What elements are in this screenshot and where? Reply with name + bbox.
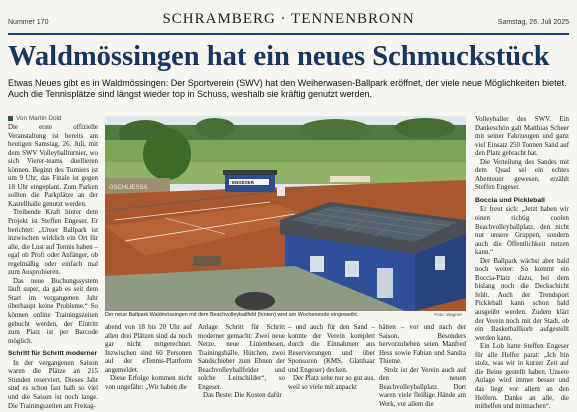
section-title: SCHRAMBERG · TENNENBRONN [162, 11, 415, 27]
paragraph: hätten – vor und nach der Saison. Besonders hervorzuheben seien Manfred Hess sowie Fabian und Sandra Thieme. [379, 324, 466, 366]
photo-credit: Foto: Wagner [434, 312, 462, 317]
beach-court-sign [330, 176, 370, 182]
header-rule [8, 33, 569, 35]
paragraph: Anlage Schritt für Schritt moderner gemacht: Zwei neue Netze, neue Linienbesen, Trainingsbälle, Hütchen, zwei Sandschieber zum Ebnen der Beachvolleyballfelder und solche Leitschilder“, so Engeser. [198, 324, 285, 391]
paragraph: Diese Erfolge kommen nicht von ungefähr: „Wir haben die [105, 375, 192, 391]
window [345, 261, 359, 277]
door [377, 268, 393, 298]
byline-author: Von Martin Dold [16, 115, 62, 122]
paragraph: Er freut sich: „Jetzt haben wir einen richtig coolen Beachvolleyballplatz, den nicht nur unsere Gruppen, sondern auch die Öffentlichkeit nutzen kann.“ [475, 206, 569, 257]
paragraph: Treibende Kraft hinter dem Projekt ist Steffen Engeser. Er berichtet: „Unser Ballpark ist inzwischen wirklich ein Ort für alle, die Lust auf Tennis haben – egal ob Profi oder Anfänger, ob regelmäßig oder einfach mal zum Ausprobieren. [8, 209, 98, 277]
tree [299, 119, 371, 141]
tree [395, 118, 455, 138]
paragraph: Die erste offizielle Veranstaltung ist bereits am heutigen Samstag, 26. Juli, mit dem SWV Volleyballturnier, wo sich Vierer-teams duellieren können. Beginn des Turniers ist um 9 Uhr, das Finale ist gegen 18 Uhr eingeplant. Zum Parken sollten die Parkplätze an der Kastellhalle genutzt werden. [8, 124, 98, 208]
window [310, 256, 324, 272]
hut-roof [223, 170, 277, 175]
tree [195, 118, 235, 138]
paragraph: Der Ballpark wächst aber bald noch weiter: So kommt ein Boccia-Platz dazu, bei dem bislang noch die Deckschicht fehlt. Auch der Trendsport Pickleball kann schon bald ausgeübt werden. Zudem klärt der Verein noch mit der Stadt, ob ein Basketballkorb aufgestellt werden kann. [475, 257, 569, 342]
page-header [0, 9, 577, 31]
paragraph: abend von 18 bis 20 Uhr auf allen drei Plätzen sind da noch gar nicht mitgerechnet. Inzwischen sind 60 Personen auf der eTennis-Plattform angemeldet. [105, 324, 192, 374]
sign [277, 186, 285, 196]
article-column-1 [8, 124, 98, 411]
article-column-4 [288, 324, 375, 392]
paragraph: Stolz ist der Verein auch auf den neuen Beachvolleyballplatz. Dort waren viele fleißige Hände am Werk, vor allem die [379, 366, 466, 408]
caption-text: Der neue Ballpark Waldmössingen mit dem Beachvolleyballfeld (hinten) wird am Wochenende eingeweiht. [105, 312, 359, 318]
tarp [235, 292, 275, 310]
subheading: Schritt für Schritt moderner [8, 350, 98, 358]
banner-text: GSCHLIESSA [109, 185, 148, 191]
sponsor-text: ENGESER [232, 180, 255, 185]
subheading: Boccia und Pickleball [475, 196, 545, 204]
byline-marker [8, 116, 13, 121]
paragraph: Das Beste: Die Kosten dafür [203, 392, 282, 400]
paragraph: Volleyballer des SWV. Ein Dankeschön galt Matthias Scheer mit seiner Fahrzeugen und ganz viel Einsatz 250 Tonnen Sand auf den Platz gebracht hat. [475, 116, 569, 158]
window [435, 256, 445, 270]
article-photo [105, 116, 466, 311]
issue-number: Nummer 170 [8, 19, 49, 26]
article-column-3 [198, 324, 285, 401]
article-column-5 [379, 324, 466, 409]
ballpark-photo [105, 116, 466, 311]
byline [8, 115, 61, 122]
lead-paragraph: Etwas Neues gibt es in Waldmössingen: Der Sportverein (SWV) hat den Weiherwasen-Ballpark eröffnet, der viele neue Möglichkeiten bietet. Auch die Tennisplätze sind längst wieder top in Schuss, weshalb sie kräftig genutzt werden. [8, 78, 567, 100]
article-column-6 [475, 116, 569, 412]
article-column-2 [105, 324, 192, 392]
bench [193, 256, 221, 266]
tree [143, 128, 191, 180]
paragraph: Die Verteilung des Sandes mit dem Quad sei ein echtes Abenteuer gewesen, erzählt Steffen Engeser. [475, 158, 569, 192]
headline: Waldmössingen hat ein neues Schmuckstück [8, 41, 550, 72]
issue-date: Samstag, 26. Juli 2025 [497, 19, 569, 26]
paragraph: Der Platz sehe nur so gut aus, weil so viele mit anpackt [288, 375, 375, 391]
paragraph: Das neue Buchungssystem läuft super, da gab es seit dem Start im vergangenen Jahr überhaupt keine Probleme.“ So können online Trainingszeiten gebucht werden, der Eintritt zum Platz ist per Barcode möglich. [8, 277, 98, 345]
paragraph: In der vergangenen Saison waren die Plätze an 215 Stunden reserviert. Dieses Jahr sind es schon fast halb so viel und die Saison ist noch lange. Die Trainingszeiten am Freitag- [8, 359, 98, 410]
paragraph: – und auch für den Sand – konnte der Verein komplett durch die Einnahmen aus Reservierungen und über Sponsoren (KMS, Glatthaar und Engeser) decken. [288, 324, 375, 374]
paragraph: Ein Lob hatte Steffen Engeser für alle Helfer parat: „Ich bin stolz, was wir in kurzer Zeit auf die Beine gestellt haben. Unsere Anlage wird immer besser und das liegt vor allem an den Helfern. Danke an alle, die mithelfen und mitmachen“. [475, 343, 569, 411]
photo-caption [105, 312, 466, 321]
